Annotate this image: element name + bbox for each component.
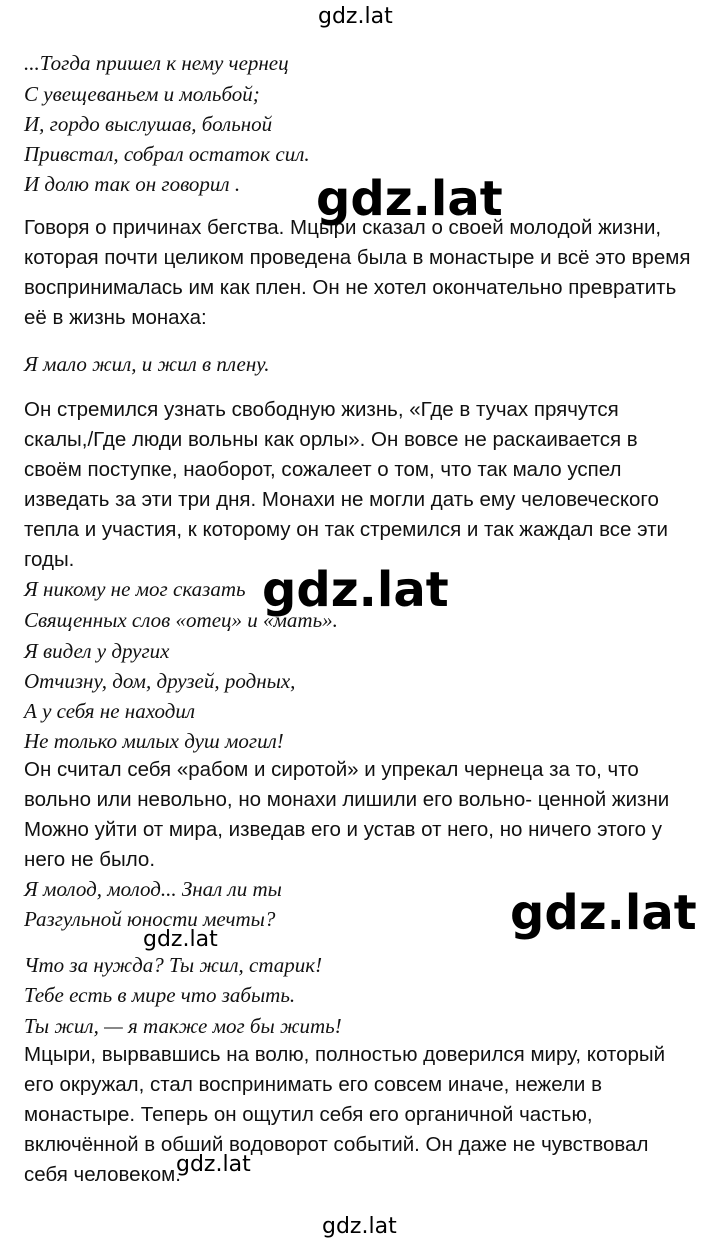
verse-line: Я никому не мог сказать	[24, 577, 246, 601]
verse-line: Разгульной юности мечты?	[24, 907, 276, 931]
paragraph-line: Можно уйти от мира, изведав его и устав от него, но ничего этого у	[24, 818, 663, 841]
paragraph-line: Мцыри, вырвавшись на волю, полностью доверился миру, который	[24, 1043, 666, 1066]
paragraph-line: которая почти целиком проведена была в монастыре и всё это время	[24, 246, 691, 269]
watermark-top: gdz.lat	[318, 4, 393, 29]
paragraph-line: Говоря о причинах бегства. Мцыри сказал о своей молодой жизни,	[24, 216, 662, 239]
verse-line: Священных слов «отец» и «мать».	[24, 608, 338, 632]
paragraph-line: его окружал, стал воспринимать его совсем иначе, нежели в	[24, 1073, 602, 1096]
paragraph-line: годы.	[24, 548, 75, 571]
verse-line: Я видел у других	[24, 639, 170, 663]
watermark-large: gdz.lat	[510, 885, 697, 941]
paragraph-line: Он считал себя «рабом и сиротой» и упрекал чернеца за то, что	[24, 758, 639, 781]
verse-line: Отчизну, дом, друзей, родных,	[24, 669, 296, 693]
watermark-small: gdz.lat	[176, 1152, 251, 1177]
paragraph-line: себя человеком.	[24, 1163, 181, 1186]
verse-line: И долю так он говорил .	[24, 172, 241, 196]
verse-line: Что за нужда? Ты жил, старик!	[24, 953, 323, 977]
watermark-large: gdz.lat	[262, 562, 449, 618]
paragraph-line: тепла и участия, к которому он так стремился и так жаждал все эти	[24, 518, 668, 541]
paragraph-line: Он стремился узнать свободную жизнь, «Где в тучах прячутся	[24, 398, 619, 421]
paragraph-line: включённой в обший водоворот событий. Он даже не чувствовал	[24, 1133, 649, 1156]
verse-line: Я мало жил, и жил в плену.	[24, 352, 270, 376]
paragraph-line: него не было.	[24, 848, 156, 871]
paragraph-line: воспринималась им как плен. Он не хотел окончательно превратить	[24, 276, 677, 299]
watermark-bottom: gdz.lat	[322, 1214, 397, 1239]
watermark-small: gdz.lat	[143, 927, 218, 952]
verse-line: И, гордо выслушав, больной	[24, 112, 273, 136]
paragraph-line: её в жизнь монаха:	[24, 306, 207, 329]
paragraph-line: скалы,/Где люди вольны как орлы». Он вовсе не раскаивается в	[24, 428, 638, 451]
verse-line: Не только милых душ могил!	[24, 729, 284, 753]
verse-line: Я молод, молод... Знал ли ты	[24, 877, 282, 901]
verse-line: С увещеваньем и мольбой;	[24, 82, 260, 106]
paragraph-line: изведать за эти три дня. Монахи не могли дать ему человеческого	[24, 488, 659, 511]
paragraph-line: своём поступке, наоборот, сожалеет о том, что так мало успел	[24, 458, 622, 481]
verse-line: Привстал, собрал остаток сил.	[24, 142, 310, 166]
watermark-large: gdz.lat	[316, 171, 503, 227]
verse-line: ...Тогда пришел к нему чернец	[24, 51, 289, 75]
verse-line: А у себя не находил	[24, 699, 195, 723]
verse-line: Тебе есть в мире что забыть.	[24, 983, 296, 1007]
paragraph-line: вольно или невольно, но монахи лишили его вольно- ценной жизни	[24, 788, 670, 811]
verse-line: Ты жил, — я также мог бы жить!	[24, 1014, 342, 1038]
paragraph-line: монастыре. Теперь он ощутил себя его органичной частью,	[24, 1103, 593, 1126]
